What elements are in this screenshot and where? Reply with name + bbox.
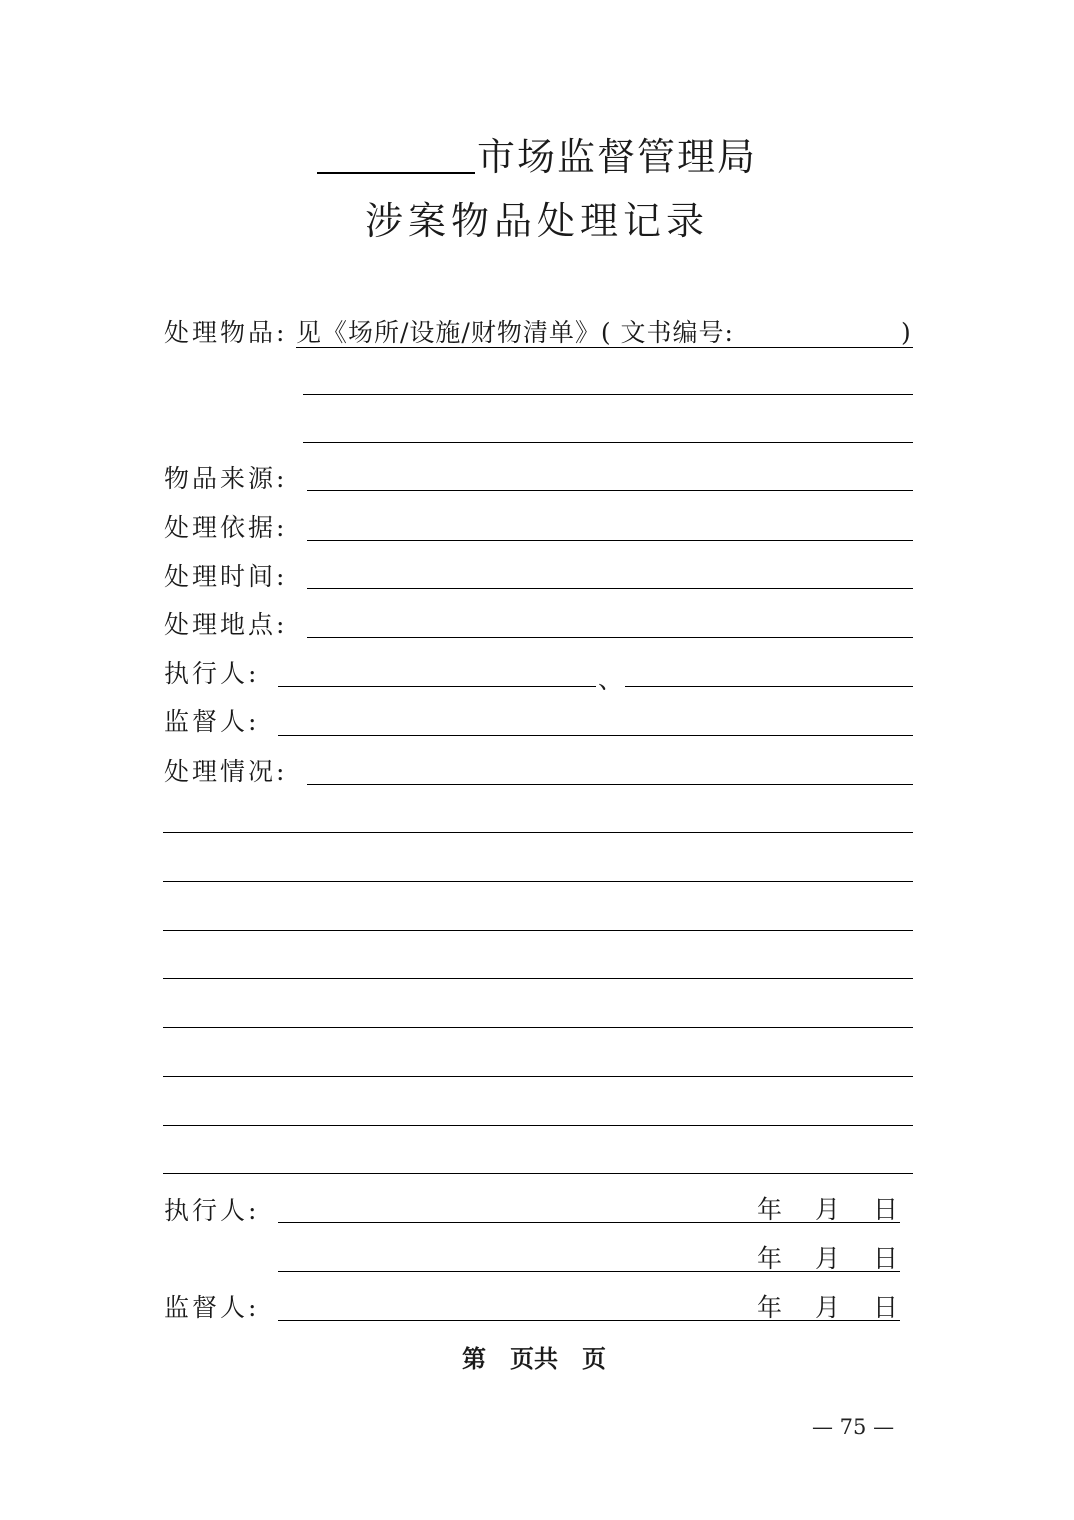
items-reference-close: ) xyxy=(901,318,912,347)
items-label: 处理物品: xyxy=(164,318,288,347)
agency-name-blank[interactable] xyxy=(317,132,475,174)
situation-line[interactable] xyxy=(163,1027,913,1028)
situation-line[interactable] xyxy=(163,1076,913,1077)
situation-line[interactable] xyxy=(163,1173,913,1174)
sign-date-day: 日 xyxy=(873,1244,899,1273)
sign-date-year: 年 xyxy=(757,1244,783,1273)
basis-label: 处理依据: xyxy=(164,513,288,542)
sign-supervisor-field[interactable] xyxy=(278,1320,900,1321)
items-reference-underline xyxy=(296,347,913,348)
sign-supervisor-label: 监督人: xyxy=(164,1293,260,1322)
source-label: 物品来源: xyxy=(164,464,288,493)
executor-field-1[interactable] xyxy=(278,686,596,687)
page-number: — 75 — xyxy=(812,1415,895,1439)
time-label: 处理时间: xyxy=(164,562,288,591)
sign-executor-field-2[interactable] xyxy=(278,1271,900,1272)
sign-date-month: 月 xyxy=(815,1244,841,1273)
situation-line[interactable] xyxy=(163,832,913,833)
situation-label: 处理情况: xyxy=(164,757,288,786)
supervisor-label: 监督人: xyxy=(164,707,260,736)
sign-date-year: 年 xyxy=(757,1195,783,1224)
sign-date-day: 日 xyxy=(873,1293,899,1322)
time-field[interactable] xyxy=(307,588,913,589)
sign-date-month: 月 xyxy=(815,1293,841,1322)
sign-date-day: 日 xyxy=(873,1195,899,1224)
place-label: 处理地点: xyxy=(164,610,288,639)
executor-label: 执行人: xyxy=(164,659,260,688)
sign-executor-label: 执行人: xyxy=(164,1196,260,1225)
executor-separator: 、 xyxy=(598,665,625,694)
items-reference-text: 见《场所/设施/财物清单》( 文书编号: xyxy=(296,318,734,347)
situation-field[interactable] xyxy=(307,784,913,785)
agency-suffix: 市场监督管理局 xyxy=(476,135,757,179)
supervisor-field[interactable] xyxy=(278,735,913,736)
source-field[interactable] xyxy=(307,490,913,491)
agency-title xyxy=(0,132,1074,182)
situation-line[interactable] xyxy=(163,930,913,931)
basis-field[interactable] xyxy=(307,540,913,541)
sign-date-month: 月 xyxy=(815,1195,841,1224)
place-field[interactable] xyxy=(307,637,913,638)
situation-line[interactable] xyxy=(163,1125,913,1126)
document-title: 涉案物品处理记录 xyxy=(364,199,709,243)
page-of-total: 第 页共 页 xyxy=(462,1345,606,1373)
items-line-2[interactable] xyxy=(303,394,913,395)
items-line-3[interactable] xyxy=(303,442,913,443)
situation-line[interactable] xyxy=(163,978,913,979)
executor-field-2[interactable] xyxy=(625,686,913,687)
sign-date-year: 年 xyxy=(757,1293,783,1322)
sign-executor-field-1[interactable] xyxy=(278,1222,900,1223)
situation-line[interactable] xyxy=(163,881,913,882)
